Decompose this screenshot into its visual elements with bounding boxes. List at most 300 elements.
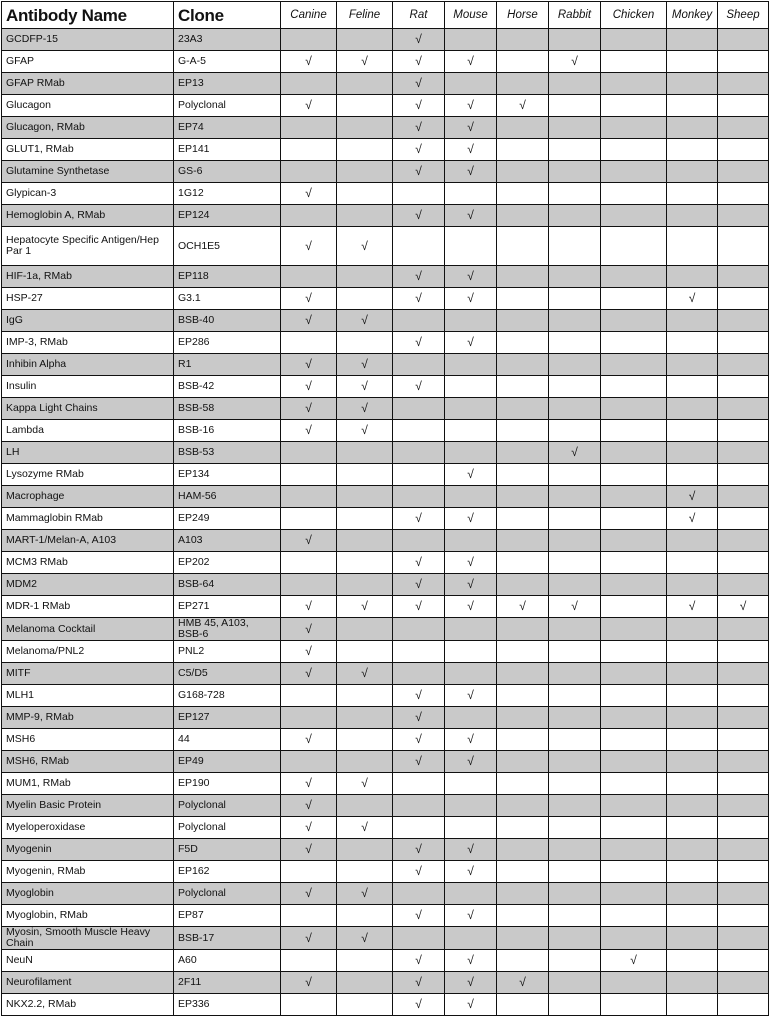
reactivity-cell-horse <box>497 530 549 552</box>
reactivity-cell-horse <box>497 266 549 288</box>
reactivity-cell-canine <box>281 161 337 183</box>
check-mark-icon: √ <box>467 577 474 591</box>
reactivity-cell-rabbit <box>549 839 601 861</box>
reactivity-cell-monkey <box>667 817 718 839</box>
reactivity-cell-mouse <box>445 117 497 139</box>
reactivity-cell-chicken <box>601 398 667 420</box>
reactivity-cell-sheep <box>718 288 769 310</box>
table-row <box>2 266 769 288</box>
table-row <box>2 994 769 1016</box>
reactivity-cell-sheep <box>718 927 769 950</box>
reactivity-cell-mouse <box>445 905 497 927</box>
clone-cell: Polyclonal <box>174 883 281 905</box>
antibody-name-cell: Melanoma Cocktail <box>2 618 174 641</box>
reactivity-cell-monkey <box>667 795 718 817</box>
check-mark-icon: √ <box>467 997 474 1011</box>
reactivity-cell-chicken <box>601 354 667 376</box>
table-row <box>2 883 769 905</box>
reactivity-cell-rat <box>393 905 445 927</box>
check-mark-icon: √ <box>415 710 422 724</box>
reactivity-cell-rabbit <box>549 641 601 663</box>
reactivity-cell-rabbit <box>549 508 601 530</box>
check-mark-icon: √ <box>415 754 422 768</box>
clone-cell: BSB-40 <box>174 310 281 332</box>
check-mark-icon: √ <box>415 908 422 922</box>
reactivity-cell-horse <box>497 227 549 266</box>
reactivity-cell-canine <box>281 950 337 972</box>
reactivity-cell-monkey <box>667 161 718 183</box>
reactivity-cell-sheep <box>718 464 769 486</box>
check-mark-icon: √ <box>415 864 422 878</box>
antibody-name-cell: Myogenin, RMab <box>2 861 174 883</box>
check-mark-icon: √ <box>361 820 368 834</box>
reactivity-cell-sheep <box>718 596 769 618</box>
reactivity-cell-monkey <box>667 972 718 994</box>
reactivity-cell-mouse <box>445 530 497 552</box>
reactivity-cell-rabbit <box>549 420 601 442</box>
clone-cell: OCH1E5 <box>174 227 281 266</box>
check-mark-icon: √ <box>467 555 474 569</box>
reactivity-cell-monkey <box>667 183 718 205</box>
reactivity-cell-monkey <box>667 51 718 73</box>
antibody-name-cell: Neurofilament <box>2 972 174 994</box>
reactivity-cell-feline <box>337 51 393 73</box>
reactivity-cell-feline <box>337 332 393 354</box>
reactivity-cell-horse <box>497 663 549 685</box>
check-mark-icon: √ <box>361 54 368 68</box>
reactivity-cell-horse <box>497 773 549 795</box>
header-species-canine: Canine <box>281 2 337 29</box>
reactivity-cell-horse <box>497 972 549 994</box>
header-antibody-name: Antibody Name <box>2 2 174 29</box>
table-row <box>2 117 769 139</box>
reactivity-cell-feline <box>337 950 393 972</box>
reactivity-cell-horse <box>497 51 549 73</box>
header-species-rat: Rat <box>393 2 445 29</box>
check-mark-icon: √ <box>415 975 422 989</box>
table-row <box>2 464 769 486</box>
reactivity-cell-mouse <box>445 994 497 1016</box>
reactivity-cell-feline <box>337 486 393 508</box>
check-mark-icon: √ <box>305 666 312 680</box>
reactivity-cell-rat <box>393 486 445 508</box>
reactivity-cell-chicken <box>601 773 667 795</box>
check-mark-icon: √ <box>305 238 312 253</box>
check-mark-icon: √ <box>415 577 422 591</box>
reactivity-cell-chicken <box>601 508 667 530</box>
check-mark-icon: √ <box>688 599 696 613</box>
reactivity-cell-feline <box>337 927 393 950</box>
reactivity-cell-rat <box>393 751 445 773</box>
reactivity-cell-rabbit <box>549 574 601 596</box>
reactivity-cell-feline <box>337 530 393 552</box>
check-mark-icon: √ <box>467 208 474 222</box>
antibody-name-cell: MSH6 <box>2 729 174 751</box>
reactivity-cell-feline <box>337 839 393 861</box>
reactivity-cell-feline <box>337 29 393 51</box>
reactivity-cell-mouse <box>445 663 497 685</box>
reactivity-cell-rabbit <box>549 354 601 376</box>
clone-cell: Polyclonal <box>174 95 281 117</box>
reactivity-cell-rabbit <box>549 486 601 508</box>
reactivity-cell-mouse <box>445 288 497 310</box>
reactivity-cell-chicken <box>601 861 667 883</box>
reactivity-cell-sheep <box>718 51 769 73</box>
reactivity-cell-mouse <box>445 707 497 729</box>
clone-cell: GS-6 <box>174 161 281 183</box>
check-mark-icon: √ <box>415 76 422 90</box>
reactivity-cell-mouse <box>445 354 497 376</box>
reactivity-cell-sheep <box>718 950 769 972</box>
reactivity-cell-sheep <box>718 420 769 442</box>
reactivity-cell-canine <box>281 464 337 486</box>
check-mark-icon: √ <box>415 555 422 569</box>
check-mark-icon: √ <box>415 142 422 156</box>
reactivity-cell-rat <box>393 530 445 552</box>
reactivity-cell-horse <box>497 73 549 95</box>
reactivity-cell-monkey <box>667 839 718 861</box>
check-mark-icon: √ <box>361 401 368 415</box>
table-row <box>2 161 769 183</box>
reactivity-cell-monkey <box>667 227 718 266</box>
reactivity-cell-horse <box>497 795 549 817</box>
reactivity-cell-canine <box>281 530 337 552</box>
reactivity-cell-feline <box>337 183 393 205</box>
reactivity-cell-rat <box>393 398 445 420</box>
reactivity-cell-horse <box>497 332 549 354</box>
reactivity-cell-monkey <box>667 95 718 117</box>
reactivity-cell-horse <box>497 376 549 398</box>
header-species-horse: Horse <box>497 2 549 29</box>
reactivity-cell-canine <box>281 773 337 795</box>
reactivity-cell-sheep <box>718 442 769 464</box>
check-mark-icon: √ <box>467 467 474 481</box>
reactivity-cell-horse <box>497 139 549 161</box>
reactivity-cell-feline <box>337 663 393 685</box>
reactivity-cell-rat <box>393 883 445 905</box>
antibody-name-cell: Myeloperoxidase <box>2 817 174 839</box>
reactivity-cell-sheep <box>718 95 769 117</box>
check-mark-icon: √ <box>415 732 422 746</box>
reactivity-cell-rat <box>393 464 445 486</box>
reactivity-cell-mouse <box>445 817 497 839</box>
reactivity-cell-monkey <box>667 117 718 139</box>
reactivity-cell-rat <box>393 552 445 574</box>
reactivity-cell-sheep <box>718 227 769 266</box>
reactivity-cell-rabbit <box>549 310 601 332</box>
check-mark-icon: √ <box>415 98 422 112</box>
reactivity-cell-chicken <box>601 883 667 905</box>
table-row <box>2 95 769 117</box>
reactivity-cell-feline <box>337 905 393 927</box>
reactivity-cell-horse <box>497 161 549 183</box>
antibody-name-cell: Melanoma/PNL2 <box>2 641 174 663</box>
reactivity-cell-monkey <box>667 729 718 751</box>
header-clone: Clone <box>174 2 281 29</box>
table-row <box>2 950 769 972</box>
reactivity-cell-rabbit <box>549 861 601 883</box>
reactivity-cell-mouse <box>445 161 497 183</box>
clone-cell: EP127 <box>174 707 281 729</box>
reactivity-cell-canine <box>281 729 337 751</box>
check-mark-icon: √ <box>467 98 474 112</box>
reactivity-cell-monkey <box>667 883 718 905</box>
reactivity-cell-sheep <box>718 376 769 398</box>
reactivity-cell-rabbit <box>549 205 601 227</box>
reactivity-cell-canine <box>281 376 337 398</box>
reactivity-cell-monkey <box>667 574 718 596</box>
check-mark-icon: √ <box>630 953 637 967</box>
check-mark-icon: √ <box>305 644 312 658</box>
reactivity-cell-feline <box>337 376 393 398</box>
reactivity-cell-canine <box>281 117 337 139</box>
reactivity-cell-rat <box>393 773 445 795</box>
reactivity-cell-mouse <box>445 205 497 227</box>
reactivity-cell-rat <box>393 839 445 861</box>
reactivity-cell-chicken <box>601 29 667 51</box>
reactivity-cell-rat <box>393 29 445 51</box>
reactivity-cell-feline <box>337 861 393 883</box>
reactivity-cell-rat <box>393 596 445 618</box>
reactivity-cell-rabbit <box>549 376 601 398</box>
check-mark-icon: √ <box>519 98 526 112</box>
check-mark-icon: √ <box>305 975 312 989</box>
reactivity-cell-rat <box>393 310 445 332</box>
reactivity-cell-feline <box>337 420 393 442</box>
reactivity-cell-monkey <box>667 29 718 51</box>
antibody-name-cell: GFAP RMab <box>2 73 174 95</box>
reactivity-cell-mouse <box>445 486 497 508</box>
reactivity-cell-rabbit <box>549 905 601 927</box>
antibody-name-cell: MITF <box>2 663 174 685</box>
reactivity-cell-rat <box>393 354 445 376</box>
reactivity-cell-sheep <box>718 398 769 420</box>
reactivity-cell-feline <box>337 817 393 839</box>
reactivity-cell-rat <box>393 729 445 751</box>
reactivity-cell-mouse <box>445 839 497 861</box>
reactivity-cell-canine <box>281 817 337 839</box>
check-mark-icon: √ <box>415 208 422 222</box>
check-mark-icon: √ <box>305 930 312 945</box>
reactivity-cell-sheep <box>718 332 769 354</box>
reactivity-cell-canine <box>281 707 337 729</box>
check-mark-icon: √ <box>571 445 578 459</box>
reactivity-cell-monkey <box>667 905 718 927</box>
header-species-mouse: Mouse <box>445 2 497 29</box>
reactivity-cell-horse <box>497 486 549 508</box>
reactivity-cell-rat <box>393 861 445 883</box>
reactivity-cell-horse <box>497 29 549 51</box>
reactivity-cell-mouse <box>445 574 497 596</box>
reactivity-cell-canine <box>281 288 337 310</box>
antibody-reactivity-table <box>1 1 769 1016</box>
reactivity-cell-feline <box>337 751 393 773</box>
clone-cell: EP336 <box>174 994 281 1016</box>
antibody-name-cell: Lysozyme RMab <box>2 464 174 486</box>
check-mark-icon: √ <box>467 291 474 305</box>
reactivity-cell-rat <box>393 139 445 161</box>
reactivity-cell-canine <box>281 618 337 641</box>
table-body <box>2 29 769 1016</box>
check-mark-icon: √ <box>305 186 312 200</box>
clone-cell: EP271 <box>174 596 281 618</box>
table-row <box>2 574 769 596</box>
reactivity-cell-horse <box>497 398 549 420</box>
antibody-name-cell: NKX2.2, RMab <box>2 994 174 1016</box>
clone-cell: Polyclonal <box>174 795 281 817</box>
check-mark-icon: √ <box>305 886 312 900</box>
reactivity-cell-rat <box>393 266 445 288</box>
reactivity-cell-sheep <box>718 486 769 508</box>
reactivity-cell-monkey <box>667 332 718 354</box>
reactivity-cell-canine <box>281 508 337 530</box>
clone-cell: BSB-53 <box>174 442 281 464</box>
check-mark-icon: √ <box>688 489 696 503</box>
reactivity-cell-chicken <box>601 972 667 994</box>
reactivity-cell-feline <box>337 773 393 795</box>
reactivity-cell-rabbit <box>549 29 601 51</box>
table-row <box>2 530 769 552</box>
reactivity-cell-chicken <box>601 464 667 486</box>
reactivity-cell-chicken <box>601 183 667 205</box>
reactivity-cell-rabbit <box>549 663 601 685</box>
reactivity-cell-chicken <box>601 139 667 161</box>
reactivity-cell-horse <box>497 288 549 310</box>
check-mark-icon: √ <box>467 511 474 525</box>
reactivity-cell-canine <box>281 227 337 266</box>
reactivity-cell-rat <box>393 795 445 817</box>
reactivity-cell-canine <box>281 641 337 663</box>
reactivity-cell-monkey <box>667 310 718 332</box>
check-mark-icon: √ <box>305 54 312 68</box>
reactivity-cell-monkey <box>667 596 718 618</box>
check-mark-icon: √ <box>305 599 312 613</box>
antibody-name-cell: MART-1/Melan-A, A103 <box>2 530 174 552</box>
check-mark-icon: √ <box>688 511 696 525</box>
antibody-name-cell: MSH6, RMab <box>2 751 174 773</box>
check-mark-icon: √ <box>361 238 368 253</box>
reactivity-cell-feline <box>337 117 393 139</box>
reactivity-cell-rat <box>393 927 445 950</box>
check-mark-icon: √ <box>415 997 422 1011</box>
check-mark-icon: √ <box>415 291 422 305</box>
reactivity-cell-rabbit <box>549 117 601 139</box>
reactivity-cell-mouse <box>445 376 497 398</box>
reactivity-cell-sheep <box>718 729 769 751</box>
reactivity-cell-rat <box>393 376 445 398</box>
reactivity-cell-monkey <box>667 530 718 552</box>
reactivity-cell-rabbit <box>549 332 601 354</box>
reactivity-cell-horse <box>497 994 549 1016</box>
clone-cell: HAM-56 <box>174 486 281 508</box>
reactivity-cell-canine <box>281 486 337 508</box>
reactivity-cell-feline <box>337 883 393 905</box>
reactivity-cell-feline <box>337 139 393 161</box>
check-mark-icon: √ <box>415 120 422 134</box>
clone-cell: PNL2 <box>174 641 281 663</box>
check-mark-icon: √ <box>467 54 474 68</box>
check-mark-icon: √ <box>305 379 312 393</box>
reactivity-cell-mouse <box>445 552 497 574</box>
check-mark-icon: √ <box>467 599 474 613</box>
reactivity-cell-monkey <box>667 950 718 972</box>
reactivity-cell-feline <box>337 161 393 183</box>
reactivity-cell-feline <box>337 994 393 1016</box>
reactivity-cell-canine <box>281 332 337 354</box>
reactivity-cell-mouse <box>445 29 497 51</box>
check-mark-icon: √ <box>415 335 422 349</box>
clone-cell: EP286 <box>174 332 281 354</box>
reactivity-cell-rabbit <box>549 161 601 183</box>
antibody-name-cell: LH <box>2 442 174 464</box>
antibody-name-cell: Macrophage <box>2 486 174 508</box>
header-species-sheep: Sheep <box>718 2 769 29</box>
check-mark-icon: √ <box>305 732 312 746</box>
reactivity-cell-sheep <box>718 839 769 861</box>
reactivity-cell-canine <box>281 205 337 227</box>
reactivity-cell-rabbit <box>549 685 601 707</box>
reactivity-cell-horse <box>497 183 549 205</box>
check-mark-icon: √ <box>415 953 422 967</box>
reactivity-cell-feline <box>337 227 393 266</box>
reactivity-cell-monkey <box>667 288 718 310</box>
clone-cell: EP87 <box>174 905 281 927</box>
reactivity-cell-horse <box>497 508 549 530</box>
reactivity-cell-monkey <box>667 442 718 464</box>
reactivity-cell-rabbit <box>549 227 601 266</box>
reactivity-cell-rabbit <box>549 266 601 288</box>
check-mark-icon: √ <box>361 886 368 900</box>
reactivity-cell-sheep <box>718 751 769 773</box>
table-row <box>2 905 769 927</box>
reactivity-cell-canine <box>281 685 337 707</box>
reactivity-cell-canine <box>281 994 337 1016</box>
reactivity-cell-rat <box>393 707 445 729</box>
reactivity-cell-chicken <box>601 73 667 95</box>
antibody-name-cell: Insulin <box>2 376 174 398</box>
reactivity-cell-mouse <box>445 227 497 266</box>
check-mark-icon: √ <box>415 688 422 702</box>
reactivity-cell-chicken <box>601 161 667 183</box>
reactivity-cell-rat <box>393 205 445 227</box>
reactivity-cell-rabbit <box>549 883 601 905</box>
check-mark-icon: √ <box>467 953 474 967</box>
reactivity-cell-horse <box>497 729 549 751</box>
reactivity-cell-monkey <box>667 73 718 95</box>
reactivity-cell-canine <box>281 95 337 117</box>
table-row <box>2 310 769 332</box>
reactivity-cell-sheep <box>718 354 769 376</box>
table-row <box>2 420 769 442</box>
reactivity-cell-rabbit <box>549 73 601 95</box>
antibody-name-cell: MDM2 <box>2 574 174 596</box>
reactivity-cell-chicken <box>601 729 667 751</box>
reactivity-cell-horse <box>497 641 549 663</box>
reactivity-cell-canine <box>281 310 337 332</box>
reactivity-cell-canine <box>281 596 337 618</box>
check-mark-icon: √ <box>519 599 526 613</box>
clone-cell: EP162 <box>174 861 281 883</box>
reactivity-cell-mouse <box>445 618 497 641</box>
clone-cell: EP141 <box>174 139 281 161</box>
reactivity-cell-canine <box>281 905 337 927</box>
reactivity-cell-chicken <box>601 486 667 508</box>
reactivity-cell-chicken <box>601 117 667 139</box>
reactivity-cell-feline <box>337 596 393 618</box>
header-species-rabbit: Rabbit <box>549 2 601 29</box>
check-mark-icon: √ <box>415 164 422 178</box>
table-row <box>2 139 769 161</box>
